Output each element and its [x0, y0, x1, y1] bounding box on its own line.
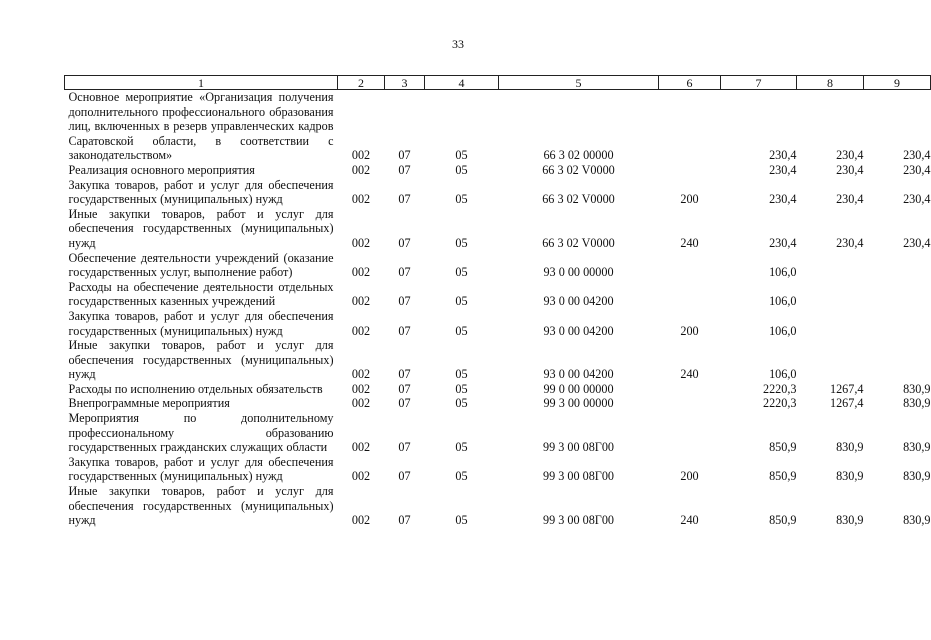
cell-expense-type: 240	[680, 513, 699, 528]
row-description: Закупка товаров, работ и услуг для обеспечения государственных (муниципальных) нужд	[68, 177, 334, 207]
cell-subsection: 05	[455, 513, 468, 528]
cell-amount-year2	[797, 338, 864, 382]
cell-section: 07	[398, 265, 411, 280]
cell-target-article: 66 3 02 V0000	[542, 192, 615, 207]
budget-table	[64, 75, 931, 528]
cell-expense-type	[659, 280, 721, 309]
table-row	[65, 309, 931, 338]
col-header: 4	[425, 76, 499, 90]
cell-admin-code: 002	[351, 469, 371, 484]
table-row	[65, 280, 931, 309]
col-header: 7	[721, 76, 797, 90]
cell-amount-year2: 830,9	[836, 440, 864, 455]
cell-target-article: 93 0 00 04200	[543, 323, 614, 338]
cell-admin-code: 002	[351, 294, 371, 309]
cell-target-article: 93 0 00 04200	[543, 294, 614, 309]
cell-expense-type: 200	[680, 192, 699, 207]
cell-section: 07	[398, 162, 411, 177]
cell-target-article: 99 3 00 08Г00	[542, 440, 615, 455]
cell-subsection: 05	[455, 192, 468, 207]
cell-amount-year2: 1267,4	[829, 381, 864, 396]
cell-amount-year2	[797, 251, 864, 280]
cell-subsection: 05	[455, 162, 468, 177]
table-row	[65, 251, 931, 280]
cell-amount-year3	[864, 251, 931, 280]
cell-admin-code: 002	[351, 162, 371, 177]
table-row	[65, 90, 931, 163]
cell-section: 07	[398, 192, 411, 207]
row-description: Реализация основного мероприятия	[68, 162, 255, 177]
cell-amount-year3	[864, 309, 931, 338]
cell-subsection: 05	[455, 323, 468, 338]
table-row	[65, 411, 931, 455]
cell-amount-year1: 230,4	[769, 235, 797, 250]
cell-amount-year3: 230,4	[903, 192, 931, 207]
cell-amount-year1: 850,9	[769, 440, 797, 455]
table-row	[65, 338, 931, 382]
cell-amount-year2: 830,9	[836, 469, 864, 484]
cell-admin-code: 002	[351, 440, 371, 455]
table-row	[65, 455, 931, 484]
cell-amount-year1: 230,4	[769, 162, 797, 177]
col-header: 1	[65, 76, 338, 90]
cell-amount-year2: 230,4	[836, 235, 864, 250]
col-header: 8	[797, 76, 864, 90]
cell-expense-type: 200	[680, 469, 699, 484]
cell-amount-year3: 830,9	[903, 513, 931, 528]
cell-expense-type: 240	[680, 367, 699, 382]
cell-target-article: 99 0 00 00000	[543, 381, 614, 396]
cell-admin-code: 002	[351, 513, 371, 528]
cell-section: 07	[398, 513, 411, 528]
row-description: Мероприятия по дополнительному профессиональному образованию государственных гражданских служащих области	[68, 411, 334, 455]
cell-subsection: 05	[455, 469, 468, 484]
cell-subsection: 05	[455, 294, 468, 309]
cell-subsection: 05	[455, 265, 468, 280]
cell-expense-type	[659, 251, 721, 280]
cell-amount-year3: 230,4	[903, 148, 931, 163]
cell-amount-year1: 230,4	[769, 148, 797, 163]
cell-admin-code: 002	[351, 323, 371, 338]
row-description: Иные закупки товаров, работ и услуг для обеспечения государственных (муниципальных) нужд	[68, 484, 334, 528]
col-header: 6	[659, 76, 721, 90]
cell-amount-year1: 106,0	[769, 323, 797, 338]
cell-amount-year2: 230,4	[836, 162, 864, 177]
cell-subsection: 05	[455, 440, 468, 455]
col-header: 9	[864, 76, 931, 90]
cell-amount-year1: 2220,3	[762, 396, 797, 411]
row-description: Закупка товаров, работ и услуг для обеспечения государственных (муниципальных) нужд	[68, 308, 334, 338]
cell-amount-year1: 106,0	[769, 265, 797, 280]
cell-amount-year1: 850,9	[769, 469, 797, 484]
table-row	[65, 178, 931, 207]
cell-amount-year1: 230,4	[769, 192, 797, 207]
row-description: Обеспечение деятельности учреждений (оказание государственных услуг, выполнение работ)	[68, 250, 334, 280]
cell-target-article: 99 3 00 08Г00	[542, 469, 615, 484]
row-description: Внепрограммные мероприятия	[68, 396, 230, 411]
cell-target-article: 93 0 00 04200	[543, 367, 614, 382]
cell-amount-year3	[864, 280, 931, 309]
cell-amount-year2: 230,4	[836, 192, 864, 207]
cell-target-article: 99 3 00 00000	[543, 396, 614, 411]
cell-amount-year3: 830,9	[903, 396, 931, 411]
row-description: Расходы на обеспечение деятельности отдельных государственных казенных учреждений	[68, 279, 334, 309]
cell-admin-code: 002	[351, 265, 371, 280]
cell-amount-year2	[797, 309, 864, 338]
table-row	[65, 396, 931, 411]
cell-admin-code: 002	[351, 396, 371, 411]
table-row	[65, 207, 931, 251]
cell-expense-type	[659, 90, 721, 163]
cell-amount-year1: 850,9	[769, 513, 797, 528]
cell-amount-year3: 830,9	[903, 469, 931, 484]
row-description: Основное мероприятие «Организация получения дополнительного профессионального образования лиц, включенных в резерв управленческих кадров Саратовской области, в соответствии с законодательством»	[68, 90, 334, 163]
cell-section: 07	[398, 440, 411, 455]
cell-amount-year1: 2220,3	[762, 381, 797, 396]
table-row	[65, 382, 931, 397]
header-row	[65, 76, 931, 90]
cell-expense-type	[659, 382, 721, 397]
cell-expense-type	[659, 396, 721, 411]
cell-section: 07	[398, 396, 411, 411]
cell-amount-year1: 106,0	[769, 294, 797, 309]
cell-expense-type	[659, 163, 721, 178]
cell-amount-year3	[864, 338, 931, 382]
row-description: Закупка товаров, работ и услуг для обеспечения государственных (муниципальных) нужд	[68, 454, 334, 484]
cell-section: 07	[398, 323, 411, 338]
row-description: Расходы по исполнению отдельных обязательств	[68, 381, 323, 396]
table-row	[65, 163, 931, 178]
cell-admin-code: 002	[351, 367, 371, 382]
cell-expense-type: 240	[680, 235, 699, 250]
col-header: 5	[499, 76, 659, 90]
cell-subsection: 05	[455, 367, 468, 382]
col-header: 2	[338, 76, 385, 90]
cell-admin-code: 002	[351, 148, 371, 163]
cell-section: 07	[398, 469, 411, 484]
cell-subsection: 05	[455, 381, 468, 396]
cell-admin-code: 002	[351, 381, 371, 396]
cell-subsection: 05	[455, 396, 468, 411]
cell-expense-type: 200	[680, 323, 699, 338]
row-description: Иные закупки товаров, работ и услуг для обеспечения государственных (муниципальных) нужд	[68, 338, 334, 382]
cell-amount-year2	[797, 280, 864, 309]
cell-amount-year2: 1267,4	[829, 396, 864, 411]
cell-target-article: 66 3 02 00000	[543, 148, 614, 163]
table-row	[65, 484, 931, 528]
cell-target-article: 99 3 00 08Г00	[542, 513, 615, 528]
cell-target-article: 66 3 02 V0000	[542, 235, 615, 250]
cell-section: 07	[398, 148, 411, 163]
cell-section: 07	[398, 367, 411, 382]
col-header: 3	[385, 76, 425, 90]
cell-amount-year3: 230,4	[903, 235, 931, 250]
cell-section: 07	[398, 235, 411, 250]
cell-target-article: 93 0 00 00000	[543, 265, 614, 280]
row-description: Иные закупки товаров, работ и услуг для обеспечения государственных (муниципальных) нужд	[68, 206, 334, 250]
cell-admin-code: 002	[351, 192, 371, 207]
cell-amount-year3: 230,4	[903, 162, 931, 177]
cell-admin-code: 002	[351, 235, 371, 250]
cell-section: 07	[398, 294, 411, 309]
cell-subsection: 05	[455, 148, 468, 163]
cell-subsection: 05	[455, 235, 468, 250]
cell-amount-year2: 230,4	[836, 148, 864, 163]
cell-amount-year3: 830,9	[903, 381, 931, 396]
cell-amount-year2: 830,9	[836, 513, 864, 528]
cell-section: 07	[398, 381, 411, 396]
cell-target-article: 66 3 02 V0000	[542, 162, 615, 177]
cell-amount-year3: 830,9	[903, 440, 931, 455]
page-number: 33	[452, 37, 464, 51]
cell-expense-type	[659, 411, 721, 455]
cell-amount-year1: 106,0	[769, 367, 797, 382]
